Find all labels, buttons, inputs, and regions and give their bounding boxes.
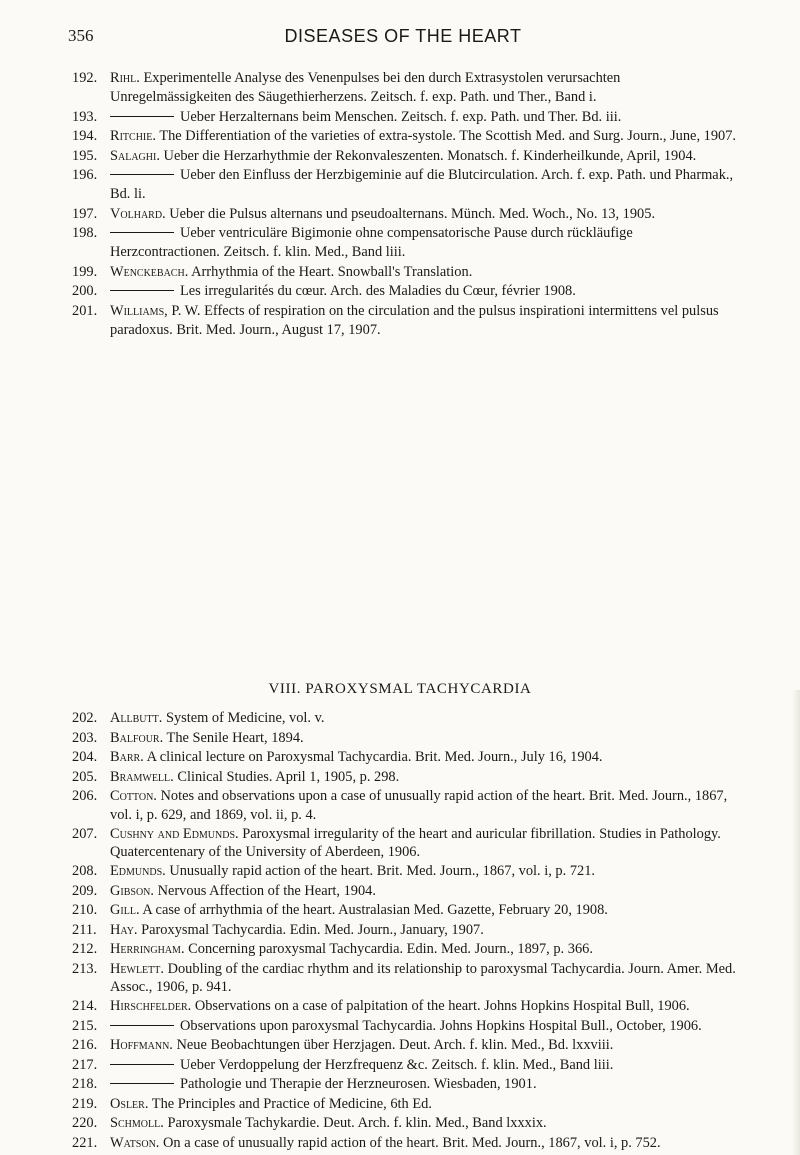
reference-number: 218.	[72, 1076, 98, 1092]
reference-number: 198.	[72, 225, 98, 241]
reference-author: Gill.	[110, 902, 140, 918]
ditto-dash	[110, 116, 174, 117]
reference-entry	[72, 768, 740, 787]
page-header	[68, 26, 738, 50]
reference-text: Paroxysmal irregularity of the heart and auricular fibrillation. Studies in Pathology. Quatercentenary of the University of Aberdeen, 1906.	[110, 825, 721, 861]
reference-number: 204.	[72, 749, 98, 765]
reference-author: Cotton.	[110, 788, 157, 804]
reference-author: Balfour.	[110, 729, 164, 746]
reference-number: 211.	[72, 921, 97, 938]
reference-author: Gibson.	[110, 882, 154, 899]
reference-text: Concerning paroxysmal Tachycardia. Edin. Med. Journ., 1897, p. 366.	[188, 941, 593, 957]
reference-number: 206.	[72, 788, 98, 804]
reference-text: On a case of unusually rapid action of the heart. Brit. Med. Journ., 1867, vol. i, p. 752.	[163, 1134, 661, 1151]
reference-number: 205.	[72, 768, 98, 785]
reference-text: Clinical Studies. April 1, 1905, p. 298.	[177, 768, 400, 785]
reference-entry	[72, 1075, 740, 1094]
reference-entry	[72, 147, 740, 166]
reference-entry	[72, 1114, 740, 1133]
ditto-dash	[110, 1083, 174, 1084]
reference-author: Allbutt.	[110, 710, 163, 726]
reference-number: 219.	[72, 1095, 98, 1112]
reference-text: Doubling of the cardiac rhythm and its relationship to paroxysmal Tachycardia. Journ. Amer. Med. Assoc., 1906, p. 941.	[110, 960, 736, 996]
reference-text: Neue Beobachtungen über Herzjagen. Deut. Arch. f. klin. Med., Bd. lxxviii.	[176, 1037, 614, 1053]
reference-author: Herringham.	[110, 941, 185, 957]
reference-text: Ueber Verdoppelung der Herzfrequenz &c. Zeitsch. f. klin. Med., Band liii.	[180, 1056, 614, 1073]
reference-number: 215.	[72, 1017, 98, 1034]
section-title: VIII. PAROXYSMAL TACHYCARDIA	[268, 681, 532, 697]
reference-text: Les irregularités du cœur. Arch. des Maladies du Cœur, février 1908.	[180, 283, 576, 299]
reference-number: 197.	[72, 205, 98, 222]
reference-number: 208.	[72, 863, 98, 879]
reference-text: Observations upon paroxysmal Tachycardia. Johns Hopkins Hospital Bull., October, 1906.	[180, 1017, 702, 1034]
reference-entry	[72, 1134, 740, 1153]
reference-number: 192.	[72, 70, 98, 86]
reference-text: Ueber den Einfluss der Herzbigeminie auf die Blutcirculation. Arch. f. exp. Path. und Pharmak., Bd. li.	[110, 167, 734, 203]
reference-entry	[72, 1095, 740, 1114]
reference-author: Hay.	[110, 921, 138, 938]
reference-number: 203.	[72, 729, 98, 746]
reference-text: Ueber ventriculäre Bigimonie ohne compensatorische Pause durch rückläufige Herzcontractionen. Zeitsch. f. klin. Med., Band liii.	[110, 225, 633, 261]
reference-entry	[72, 1056, 740, 1075]
reference-text: Arrhythmia of the Heart. Snowball's Translation.	[191, 263, 473, 280]
reference-number: 195.	[72, 147, 98, 164]
reference-author: Hewlett.	[110, 960, 164, 977]
reference-entry	[72, 282, 740, 301]
reference-entry	[72, 166, 740, 204]
reference-entry	[72, 205, 740, 224]
reference-text: Paroxysmal Tachycardia. Edin. Med. Journ., January, 1907.	[141, 921, 484, 938]
reference-text: Notes and observations upon a case of unusually rapid action of the heart. Brit. Med. Journ., 1867, vol. i, p. 629, and 1869, vol. ii, p. 4.	[110, 788, 728, 823]
reference-number: 194.	[72, 128, 98, 144]
ditto-dash	[110, 1064, 174, 1065]
reference-text: Effects of respiration on the circulation and the pulsus inspirationi intermittens vel pulsus paradoxus. Brit. Med. Journ., August 17, 1907.	[110, 302, 719, 338]
reference-entry	[72, 960, 740, 997]
reference-entry	[72, 940, 740, 959]
reference-number: 212.	[72, 941, 98, 957]
reference-entry	[72, 709, 740, 728]
page-edge-shadow	[792, 690, 800, 1155]
running-title: DISEASES OF THE HEART	[284, 26, 522, 46]
reference-number: 202.	[72, 710, 98, 726]
reference-text: Ueber Herzalternans beim Menschen. Zeitsch. f. exp. Path. und Ther. Bd. iii.	[180, 108, 622, 125]
reference-text: Pathologie und Therapie der Herzneurosen. Wiesbaden, 1901.	[180, 1076, 537, 1092]
reference-text: Ueber die Herzarhythmie der Rekonvaleszenten. Monatsch. f. Kinderheilkunde, April, 1904.	[163, 147, 697, 164]
reference-entry	[72, 862, 740, 881]
ditto-dash	[110, 1025, 174, 1026]
reference-entry	[72, 263, 740, 282]
reference-number: 199.	[72, 263, 98, 280]
reference-author: Rihl.	[110, 70, 140, 86]
reference-author: Watson.	[110, 1134, 160, 1151]
ditto-dash	[110, 174, 174, 175]
reference-number: 213.	[72, 960, 98, 977]
reference-text: Observations on a case of palpitation of the heart. Johns Hopkins Hospital Bull, 1906.	[194, 998, 690, 1014]
reference-entry	[72, 921, 740, 940]
reference-number: 200.	[72, 283, 98, 299]
reference-text: Experimentelle Analyse des Venenpulses bei den durch Extrasystolen verursachten Unregelmässigkeiten des Säugethierherzens. Zeitsch. f. exp. Path. und Ther., Band i.	[110, 70, 621, 106]
reference-entry	[72, 729, 740, 748]
reference-number: 201.	[72, 302, 98, 319]
reference-author: Cushny and Edmunds.	[110, 825, 239, 842]
reference-text: Paroxysmale Tachykardie. Deut. Arch. f. klin. Med., Band lxxxix.	[167, 1115, 547, 1131]
reference-author: Schmoll.	[110, 1115, 164, 1131]
reference-number: 209.	[72, 882, 98, 899]
reference-entry	[72, 69, 740, 107]
reference-author: Wenckebach.	[110, 263, 189, 280]
reference-number: 220.	[72, 1115, 98, 1131]
reference-entry	[72, 224, 740, 262]
reference-entry	[72, 1017, 740, 1036]
reference-author: Williams, P. W.	[110, 302, 201, 319]
reference-number: 196.	[72, 167, 98, 183]
reference-author: Hirschfelder.	[110, 998, 192, 1014]
reference-text: Ueber die Pulsus alternans und pseudoalternans. Münch. Med. Woch., No. 13, 1905.	[169, 205, 656, 222]
reference-author: Ritchie.	[110, 128, 156, 144]
reference-entry	[72, 901, 740, 920]
reference-text: Nervous Affection of the Heart, 1904.	[157, 882, 376, 899]
ditto-dash	[110, 290, 174, 291]
reference-author: Bramwell.	[110, 768, 174, 785]
reference-entry	[72, 108, 740, 127]
reference-entry	[72, 302, 740, 340]
reference-author: Volhard.	[110, 205, 166, 222]
reference-entry	[72, 997, 740, 1016]
reference-author: Barr.	[110, 749, 144, 765]
reference-entry	[72, 748, 740, 767]
reference-entry	[72, 882, 740, 901]
reference-text: The Senile Heart, 1894.	[166, 729, 304, 746]
reference-text: A case of arrhythmia of the heart. Australasian Med. Gazette, February 20, 1908.	[142, 902, 608, 918]
reference-number: 214.	[72, 998, 98, 1014]
reference-text: System of Medicine, vol. v.	[165, 710, 325, 726]
reference-number: 193.	[72, 108, 98, 125]
reference-text: A clinical lecture on Paroxysmal Tachycardia. Brit. Med. Journ., July 16, 1904.	[146, 749, 603, 765]
reference-number: 221.	[72, 1134, 98, 1151]
reference-number: 216.	[72, 1037, 98, 1053]
ditto-dash	[110, 232, 174, 233]
reference-text: The Principles and Practice of Medicine, 6th Ed.	[151, 1095, 432, 1112]
reference-number: 217.	[72, 1056, 98, 1073]
reference-number: 207.	[72, 825, 98, 842]
reference-text: The Differentiation of the varieties of extra-systole. The Scottish Med. and Surg. Journ., June, 1907.	[159, 128, 737, 144]
reference-author: Osler.	[110, 1095, 149, 1112]
reference-text: Unusually rapid action of the heart. Brit. Med. Journ., 1867, vol. i, p. 721.	[169, 863, 595, 879]
reference-number: 210.	[72, 902, 98, 918]
reference-entry	[72, 825, 740, 862]
reference-author: Hoffmann.	[110, 1037, 173, 1053]
reference-entry	[72, 127, 740, 146]
reference-entry	[72, 787, 740, 824]
reference-entry	[72, 1036, 740, 1055]
page-number: 356	[68, 26, 94, 45]
reference-author: Salaghi.	[110, 147, 160, 164]
reference-author: Edmunds.	[110, 863, 166, 879]
